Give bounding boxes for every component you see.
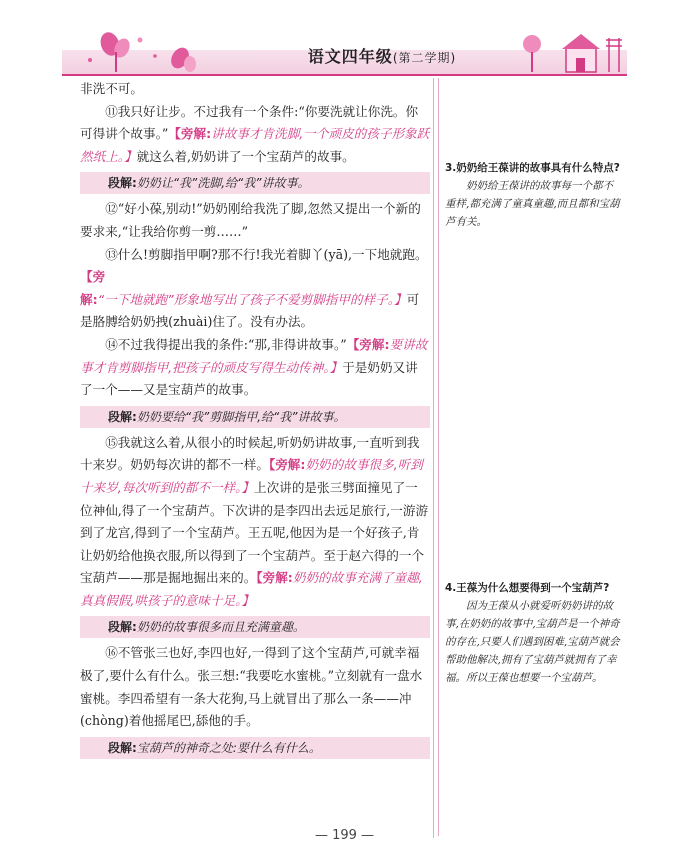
annotation-text: 奶奶的故事充满了童趣,真真假假,哄孩子的意味十足。】 xyxy=(80,570,423,608)
summary-text: 宝葫芦的神奇之处:要什么有什么。 xyxy=(136,740,321,755)
book-term: (第二学期) xyxy=(392,51,457,65)
annotation-text: 奶奶的故事很多,听到十来岁,每次听到的都不一样。】 xyxy=(80,457,423,495)
paragraph-text: ⑪我只好让步。不过我有一个条件:“你要洗就让你洗。你可得讲个故事。” xyxy=(80,103,419,142)
paragraph-text: ⑬什么!剪脚指甲啊?那不行!我光着脚丫(yā),一下地就跑。 xyxy=(105,246,428,262)
summary-text: 奶奶要给“我”剪脚指甲,给“我”讲故事。 xyxy=(136,409,346,424)
summary-label: 段解: xyxy=(108,409,137,424)
header-title xyxy=(272,44,492,68)
paragraph-13 xyxy=(80,244,430,334)
summary-text: 奶奶的故事很多而且充满童趣。 xyxy=(136,620,305,635)
main-text-column xyxy=(80,78,430,763)
paragraph-text: 可是胳膊给奶奶拽(zhuài)住了。没有办法。 xyxy=(80,291,420,330)
annotation-text: 要讲故事才肯剪脚指甲,把孩子的顽皮写得生动传神。】 xyxy=(80,336,428,375)
book-title: 语文四年级 xyxy=(307,47,393,66)
paragraph-16: ⑯不管张三也好,李四也好,一得到了这个宝葫芦,可就幸福极了,要什么有什么。张三想:“我要吃水蜜桃。”立刻就有一盘水蜜桃。李四希望有一条大花狗,马上就冒出了那么一条——冲(chòng)着他摇尾巴,舔他的手。 xyxy=(80,645,423,729)
paragraph-text: 上次讲的是张三劈面撞见了一位神仙,得了一个宝葫芦。下次讲的是李四出去远足旅行,一游游到了龙宫,得到了一个宝葫芦。王五呢,他因为是一个好孩子,肯让奶奶给他换衣服,所以得到了一个宝葫芦。至于赵六得的一个宝葫芦——那是掘地掘出来的。 xyxy=(80,479,429,586)
section-summary xyxy=(80,172,430,194)
page-header xyxy=(62,30,627,74)
summary-label: 段解: xyxy=(108,740,137,755)
side-question-column xyxy=(438,78,627,836)
paragraph-15 xyxy=(80,432,430,613)
annotation-label: 【旁解: xyxy=(256,570,293,586)
summary-label: 段解: xyxy=(108,620,137,635)
annotation-text: 讲故事才肯洗脚,一个顽皮的孩子形象跃然纸上。】 xyxy=(80,126,430,164)
question-3 xyxy=(445,160,623,231)
paragraph-12: ⑫“好小葆,别动!”奶奶刚给我洗了脚,忽然又提出一个新的要求来,“让我给你剪一剪……” xyxy=(80,201,421,239)
annotation-label: 【旁解: xyxy=(168,126,212,142)
summary-text: 奶奶让“我”洗脚,给“我”讲故事。 xyxy=(136,176,310,191)
column-divider xyxy=(433,78,434,838)
question-answer: 奶奶给王葆讲的故事每一个都不重样,都充满了童真童趣,而且都和宝葫芦有关。 xyxy=(445,180,620,228)
paragraph-text: 于是奶奶又讲了一个——又是宝葫芦的故事。 xyxy=(80,359,418,398)
annotation-text: “一下地就跑”形象地写出了孩子不爱剪脚指甲的样子。】 xyxy=(97,291,407,307)
section-summary xyxy=(80,737,430,759)
paragraph-text: ⑭不过我得提出我的条件:“那,非得讲故事。” xyxy=(105,336,347,352)
question-title: 4.王葆为什么想要得到一个宝葫芦? xyxy=(445,582,610,594)
annotation-label: 【旁解: xyxy=(346,336,390,352)
house-decoration-icon xyxy=(514,30,624,74)
question-4 xyxy=(445,580,623,687)
question-answer: 因为王葆从小就爱听奶奶讲的故事,在奶奶的故事中,宝葫芦是一个神奇的存在,只要人们遇到困难,宝葫芦就会帮助他解决,拥有了宝葫芦就拥有了幸福。所以王葆也想要一个宝葫芦。 xyxy=(445,600,620,684)
paragraph-10-end: 非洗不可。 xyxy=(80,81,143,96)
paragraph-11 xyxy=(80,101,430,169)
paragraph-14 xyxy=(80,334,430,402)
paragraph-text: ⑮我就这么着,从很小的时候起,听奶奶讲故事,一直听到我十来岁。奶奶每次讲的都不一样。 xyxy=(80,434,420,473)
summary-label: 段解: xyxy=(108,176,137,191)
annotation-label: 【旁解: xyxy=(268,457,306,473)
section-summary xyxy=(80,406,430,428)
annotation-label: 【旁解: xyxy=(80,269,106,307)
section-summary xyxy=(80,616,430,638)
paragraph-text: 就这么着,奶奶讲了一个宝葫芦的故事。 xyxy=(136,148,355,164)
question-title: 3.奶奶给王葆讲的故事具有什么特点? xyxy=(445,162,620,174)
page-number: — 199 — xyxy=(314,828,375,843)
flower-decoration-icon xyxy=(80,30,200,74)
